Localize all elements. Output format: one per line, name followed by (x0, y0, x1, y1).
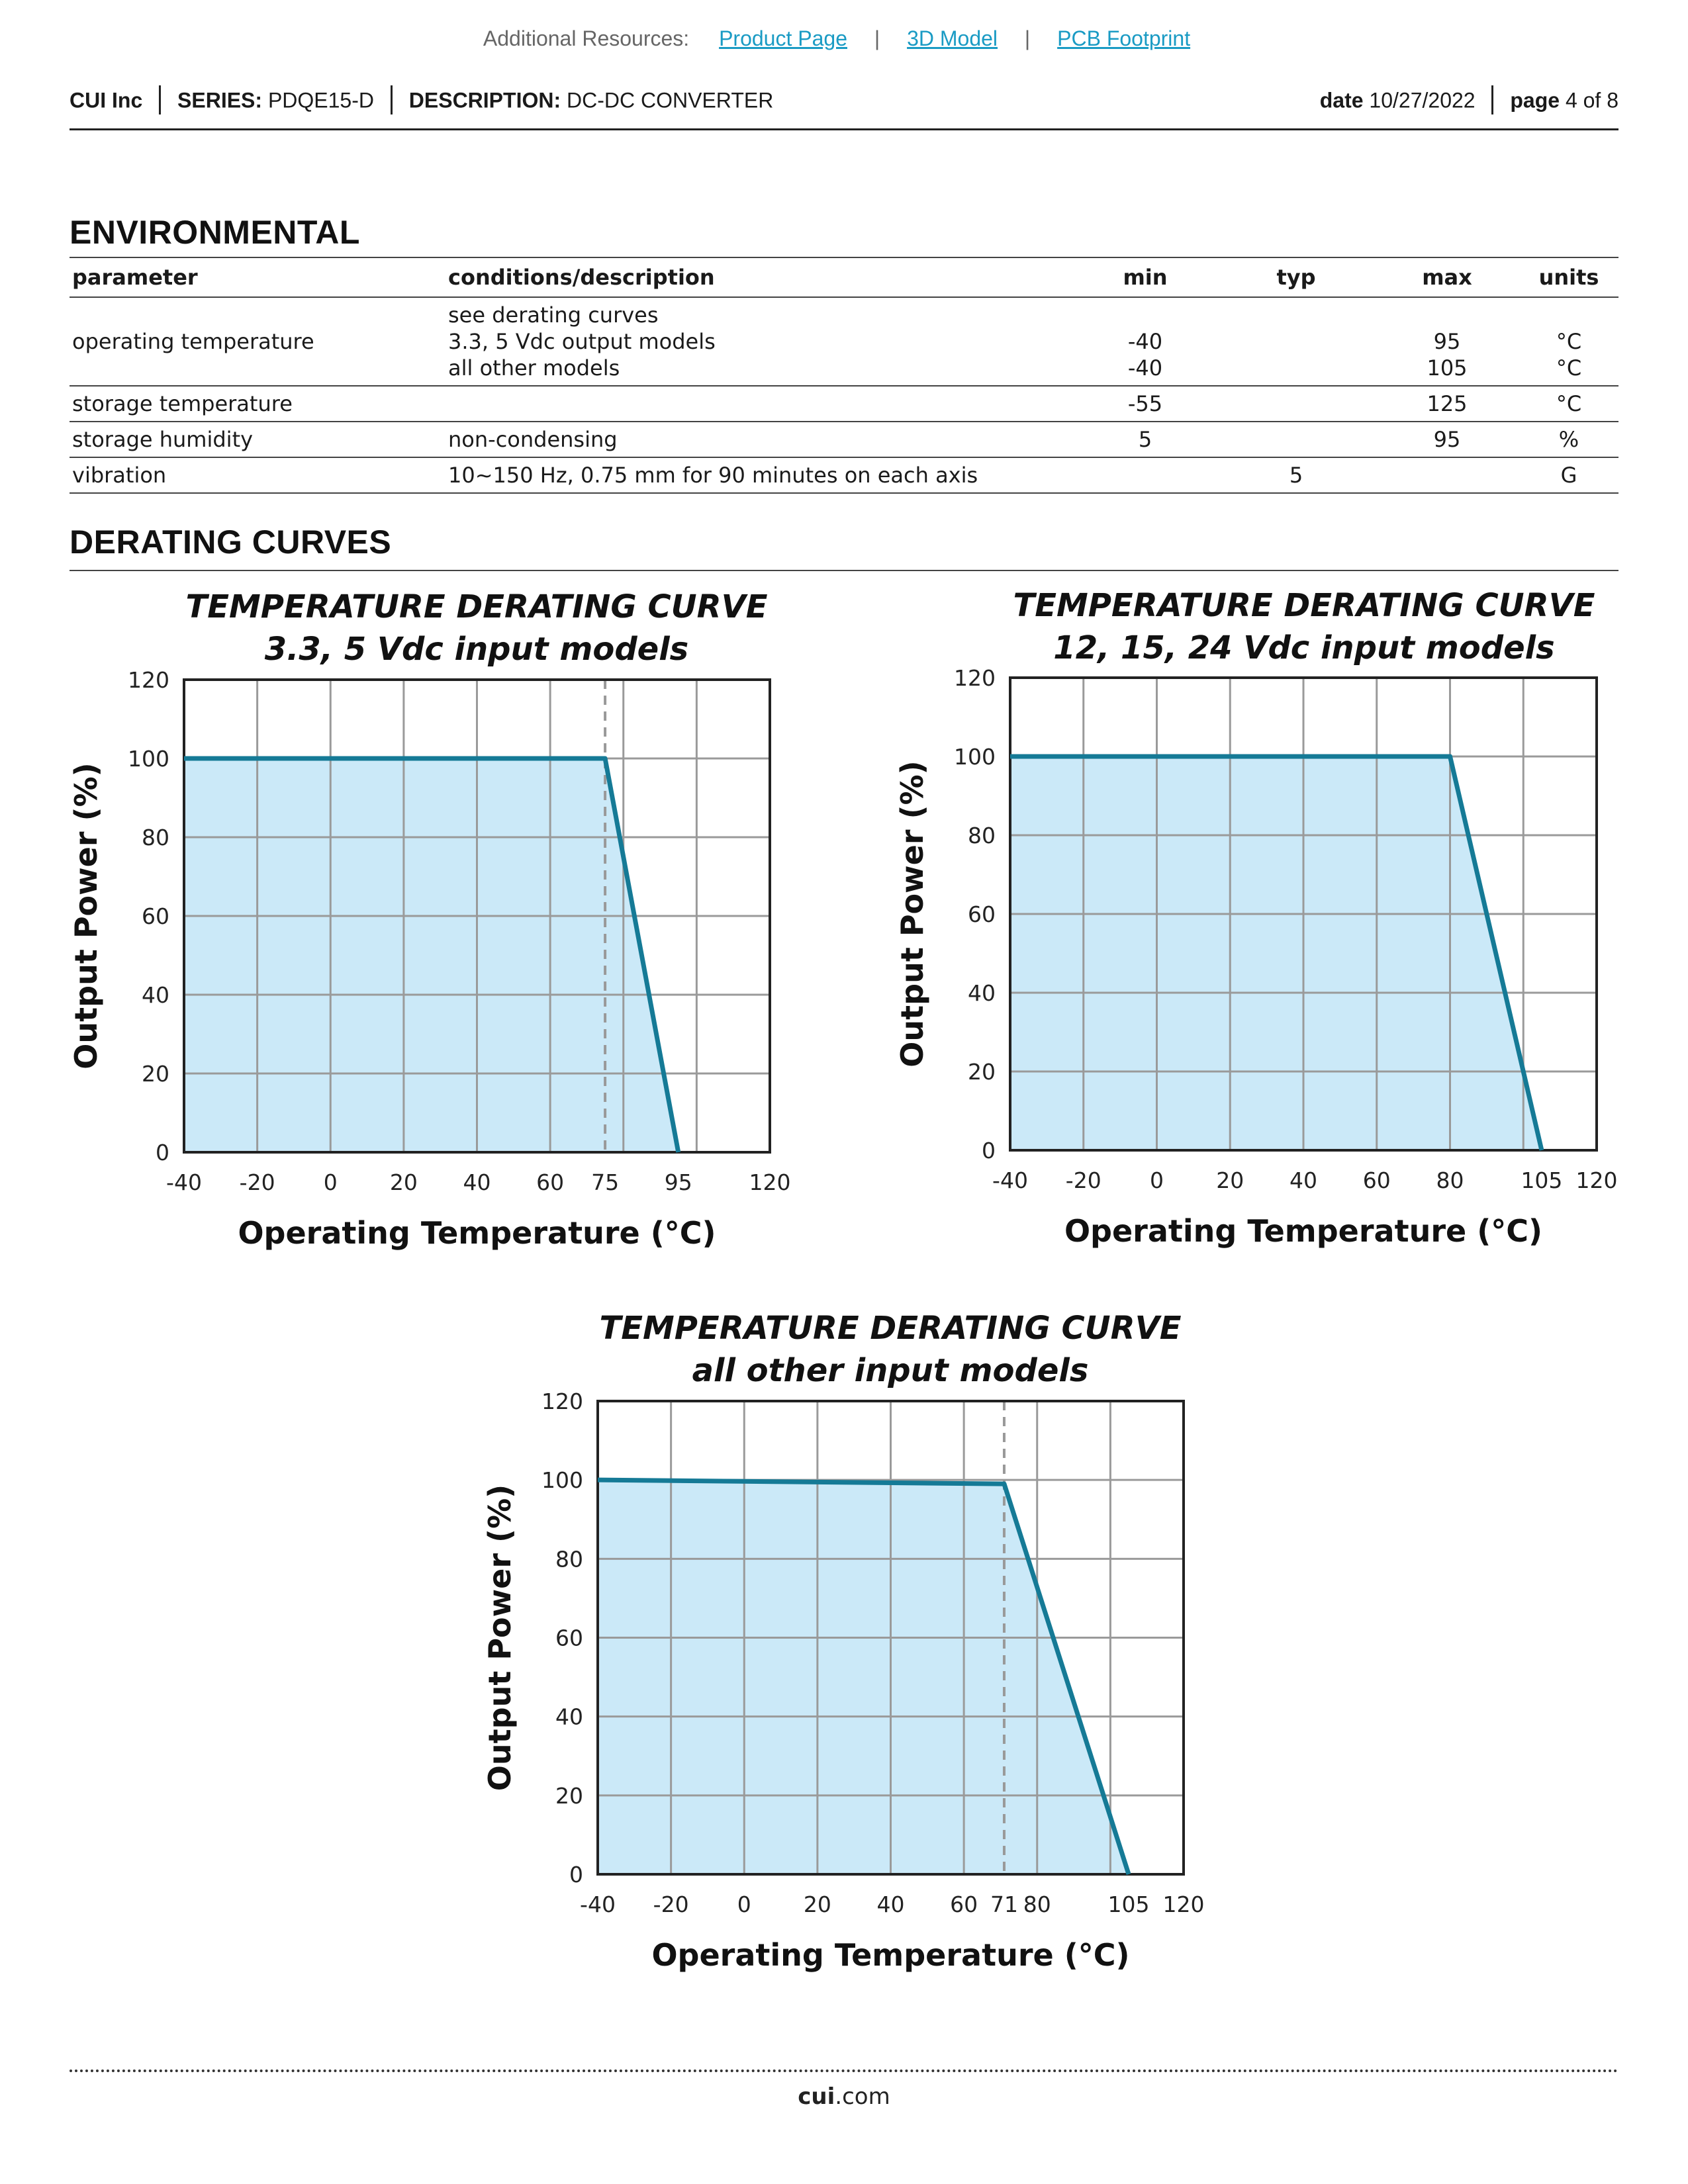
x-tick-label: 20 (803, 1891, 831, 1917)
x-tick-label: 95 (664, 1169, 692, 1195)
cell-units: % (1519, 422, 1618, 457)
pcb-footprint-link[interactable]: PCB Footprint (1057, 26, 1191, 50)
link-separator: | (874, 26, 880, 50)
company-name: CUI Inc (70, 88, 143, 113)
cell-parameter: storage humidity (70, 422, 445, 457)
footer-brand: cui (798, 2083, 835, 2110)
description-value: DC-DC CONVERTER (567, 88, 774, 113)
page-label: page (1510, 88, 1560, 113)
series-value: PDQE15-D (267, 88, 374, 113)
chart-1-title: TEMPERATURE DERATING CURVE (185, 588, 768, 625)
x-tick-label: -20 (653, 1891, 689, 1917)
x-tick-label: 40 (876, 1891, 905, 1917)
condition-line: 3.3, 5 Vdc output models (448, 329, 716, 354)
footer (0, 2083, 1688, 2110)
x-tick-label: 105 (1521, 1167, 1563, 1193)
x-axis-label: Operating Temperature (°C) (651, 1937, 1130, 1973)
x-tick-label: 120 (1162, 1891, 1205, 1917)
cell-min: 5 (1073, 422, 1217, 457)
chart-3-subtitle: all other input models (692, 1352, 1089, 1389)
x-tick-label: 120 (749, 1169, 791, 1195)
cell-parameter: operating temperature (70, 297, 445, 386)
col-typ: typ (1217, 257, 1375, 297)
max-value: 95 (1433, 329, 1461, 354)
y-tick-label: 100 (541, 1467, 583, 1494)
y-tick-label: 60 (555, 1625, 583, 1651)
x-tick-label: 60 (536, 1169, 565, 1195)
chart-2-title: TEMPERATURE DERATING CURVE (1013, 587, 1595, 624)
y-tick-label: 60 (968, 901, 996, 927)
min-value: -40 (1127, 329, 1163, 354)
x-tick-label: -40 (992, 1167, 1028, 1193)
col-conditions: conditions/description (445, 257, 1073, 297)
cell-parameter: vibration (70, 457, 445, 493)
cell-parameter: storage temperature (70, 386, 445, 422)
y-tick-label: 120 (128, 667, 169, 693)
col-units: units (1519, 257, 1618, 297)
y-tick-label: 20 (142, 1061, 169, 1087)
series-label: SERIES: (177, 88, 263, 113)
cell-units: G (1519, 457, 1618, 493)
chart-1-subtitle: 3.3, 5 Vdc input models (264, 631, 689, 668)
link-separator: | (1024, 26, 1031, 50)
x-tick-label: 60 (950, 1891, 978, 1917)
page-value: 4 of 8 (1565, 88, 1618, 113)
x-tick-label: -40 (166, 1169, 202, 1195)
chart-2-subtitle: 12, 15, 24 Vdc input models (1053, 629, 1555, 666)
y-tick-label: 80 (968, 823, 996, 848)
cell-typ: 5 (1217, 457, 1375, 493)
x-tick-label: 20 (1216, 1167, 1244, 1193)
max-value: 105 (1427, 355, 1468, 381)
x-tick-label: 80 (1023, 1891, 1051, 1917)
y-tick-label: 0 (156, 1140, 169, 1165)
cell-max: 95 (1375, 422, 1519, 457)
derating-title: DERATING CURVES (70, 523, 392, 561)
x-tick-label: 20 (389, 1169, 418, 1195)
min-value: -40 (1127, 355, 1163, 381)
x-tick-label: 40 (1289, 1167, 1317, 1193)
condition-line: all other models (448, 355, 620, 381)
footer-rule (70, 2070, 1618, 2072)
y-tick-label: 20 (555, 1782, 583, 1809)
col-min: min (1073, 257, 1217, 297)
y-axis-label: Output Power (%) (894, 760, 930, 1068)
x-tick-label: 80 (1436, 1167, 1464, 1193)
x-axis-label: Operating Temperature (°C) (1064, 1213, 1543, 1249)
x-tick-label: 60 (1362, 1167, 1391, 1193)
col-parameter: parameter (70, 257, 445, 297)
footer-domain: .com (835, 2083, 890, 2110)
product-page-link[interactable]: Product Page (719, 26, 847, 50)
y-tick-label: 120 (541, 1388, 583, 1414)
x-tick-label: -20 (239, 1169, 275, 1195)
y-tick-label: 60 (142, 903, 169, 929)
units-value: °C (1556, 355, 1582, 381)
x-tick-label: 120 (1575, 1167, 1618, 1193)
y-tick-label: 0 (982, 1138, 996, 1163)
y-tick-label: 80 (555, 1546, 583, 1572)
y-tick-label: 20 (968, 1059, 996, 1085)
x-tick-label: 0 (1150, 1167, 1164, 1193)
x-tick-label: 40 (463, 1169, 491, 1195)
date-label: date (1319, 88, 1364, 113)
y-tick-label: 100 (954, 744, 996, 770)
x-tick-label: 75 (591, 1169, 620, 1195)
cell-min: -55 (1073, 386, 1217, 422)
x-tick-label: 0 (737, 1891, 751, 1917)
date-value: 10/27/2022 (1369, 88, 1476, 113)
y-tick-label: 120 (954, 665, 996, 691)
y-tick-label: 0 (569, 1862, 583, 1888)
cell-conditions: non-condensing (445, 422, 1073, 457)
y-axis-label: Output Power (%) (68, 762, 104, 1069)
x-tick-label: 105 (1107, 1891, 1150, 1917)
y-axis-label: Output Power (%) (482, 1484, 518, 1792)
chart-3-title: TEMPERATURE DERATING CURVE (599, 1310, 1182, 1347)
x-axis-label: Operating Temperature (°C) (238, 1215, 716, 1251)
x-tick-label: 0 (323, 1169, 338, 1195)
units-value: °C (1556, 329, 1582, 354)
y-tick-label: 40 (142, 982, 169, 1008)
y-tick-label: 40 (968, 980, 996, 1006)
x-tick-label: 71 (990, 1891, 1018, 1917)
derating-area (598, 1480, 1129, 1874)
description-label: DESCRIPTION: (408, 88, 561, 113)
y-tick-label: 100 (128, 746, 169, 772)
x-tick-label: -20 (1065, 1167, 1102, 1193)
environmental-title: ENVIRONMENTAL (70, 214, 360, 251)
y-tick-label: 40 (555, 1704, 583, 1730)
col-max: max (1375, 257, 1519, 297)
resources-label: Additional Resources: (483, 26, 690, 50)
3d-model-link[interactable]: 3D Model (907, 26, 998, 50)
y-tick-label: 80 (142, 825, 169, 850)
x-tick-label: -40 (580, 1891, 616, 1917)
cell-max: 125 (1375, 386, 1519, 422)
condition-line: see derating curves (448, 302, 659, 328)
cell-conditions: 10~150 Hz, 0.75 mm for 90 minutes on each axis (445, 457, 1073, 493)
cell-units: °C (1519, 386, 1618, 422)
